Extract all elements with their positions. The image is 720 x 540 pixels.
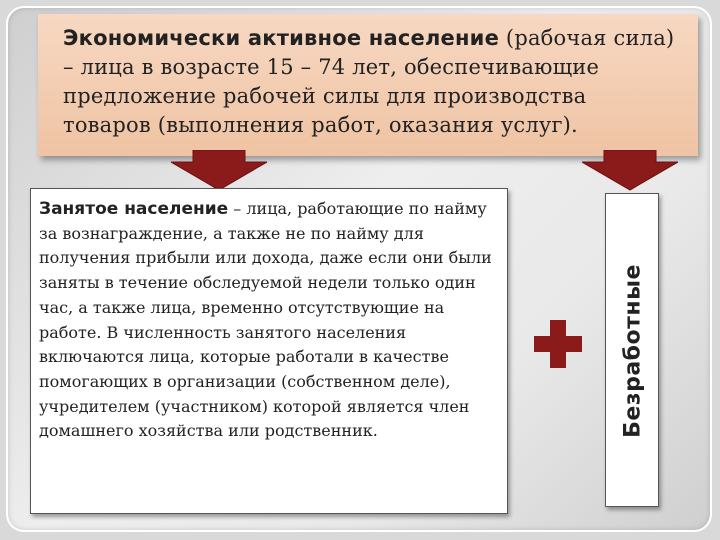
slide-frame	[6, 6, 712, 532]
employed-population-box	[30, 188, 508, 514]
plus-icon	[534, 320, 582, 368]
unemployed-box	[605, 193, 659, 507]
definition-term: Экономически активное население	[63, 26, 500, 50]
definition-box	[38, 14, 698, 156]
employed-text: – лица, работающие по найму за вознаграждение, а также не по найму для получения прибыли или дохода, даже если они были заняты в течение обследуемой недели только один час, а также лица, временно отсутствующие на работе. В численность занятого населения включаются лица, которые работали в качестве помогающих в организации (собственном деле), учредителем (участником) которой является член домашнего хозяйства или родственник.	[39, 199, 492, 441]
down-arrow-icon	[582, 150, 678, 192]
definition-text: (рабочая сила) – лица в возрасте 15 – 74 лет, обеспечивающие предложение рабочей силы для производства товаров (выполнения работ, оказания услуг).	[63, 26, 675, 137]
employed-term: Занятое население	[39, 199, 229, 219]
unemployed-label: Безработные	[620, 264, 646, 438]
down-arrow-icon	[171, 150, 267, 192]
